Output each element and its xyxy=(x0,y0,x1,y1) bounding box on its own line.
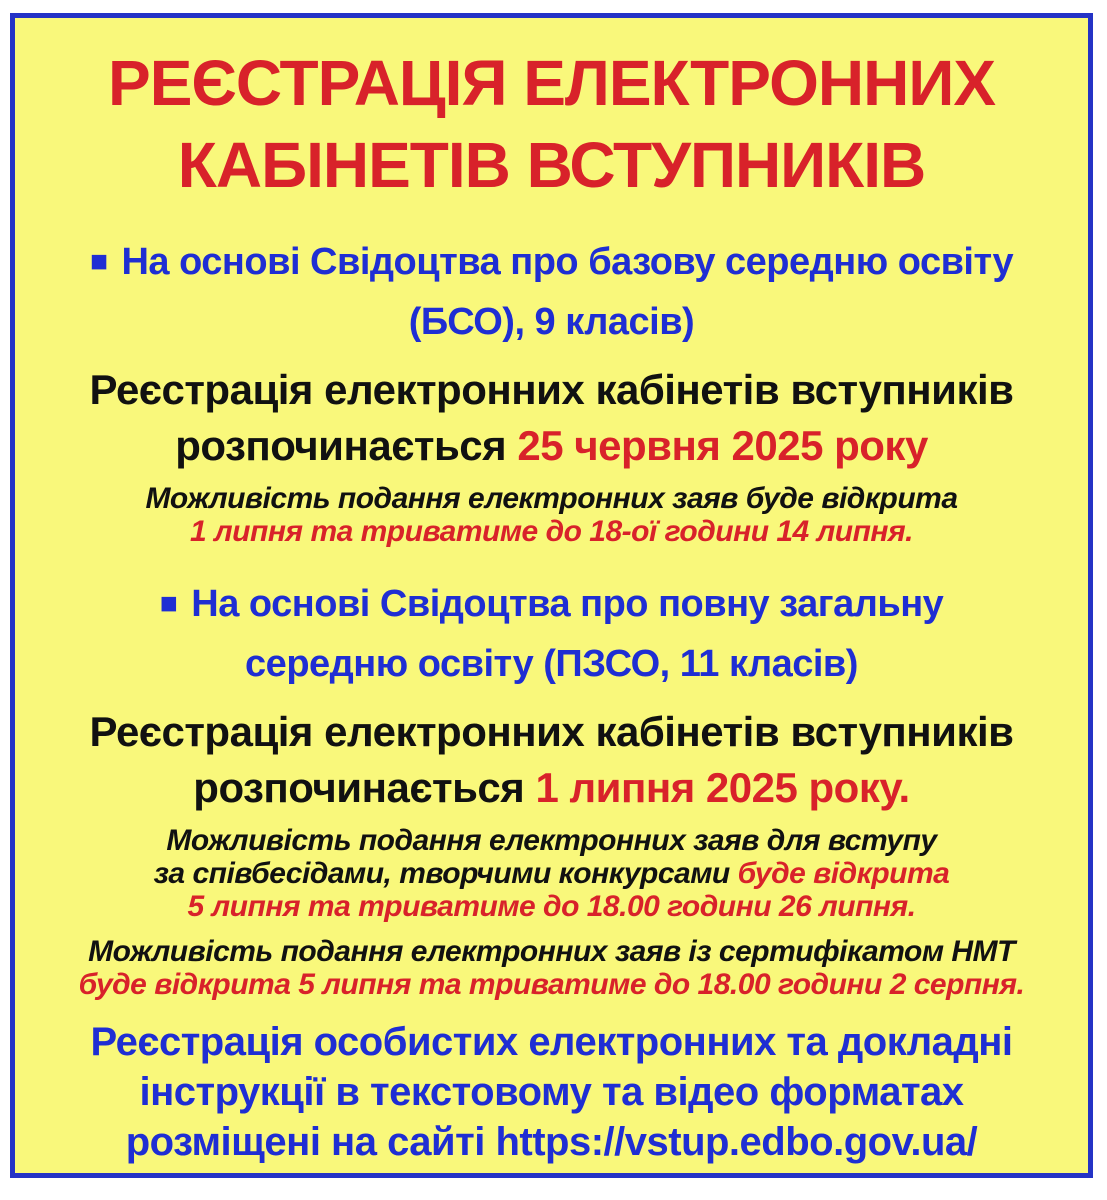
section-pzso-start-date: 1 липня 2025 року. xyxy=(535,764,910,811)
section-pzso-note1-line2 xyxy=(15,857,1088,890)
footer-line2: інструкції в текстовому та відео форматах xyxy=(139,1070,964,1114)
section-bso-note-line2: 1 липня та триватиме до 18-ої години 14 липня. xyxy=(189,515,914,548)
section-pzso-note2 xyxy=(15,935,1088,1001)
section-bso-announce-line2 xyxy=(15,418,1088,474)
section-bso-heading-text1: На основі Свідоцтва про базову середню освіту xyxy=(121,241,1014,283)
section-pzso-announce-line1: Реєстрація електронних кабінетів вступників xyxy=(89,708,1014,755)
section-bso-heading-line1 xyxy=(15,232,1088,292)
section-pzso-announce-line2 xyxy=(15,760,1088,816)
section-bso-start-date: 25 червня 2025 року xyxy=(517,422,928,469)
section-pzso-heading-text1: На основі Свідоцтва про повну загальну xyxy=(191,583,944,625)
section-bso-announcement xyxy=(15,362,1088,474)
footer-line3 xyxy=(15,1117,1088,1167)
poster-footer xyxy=(15,1017,1088,1167)
poster-title xyxy=(15,42,1088,206)
square-bullet-icon: ■ xyxy=(89,245,108,278)
section-bso-announce-black: розпочинається xyxy=(175,422,518,469)
section-pzso-announce-black: розпочинається xyxy=(193,764,536,811)
section-pzso-note2-line2: буде відкрита 5 липня та триватиме до 18.00 години 2 серпня. xyxy=(78,968,1025,1001)
square-bullet-icon: ■ xyxy=(159,587,178,620)
section-pzso-note1-line1: Можливість подання електронних заяв для вступу xyxy=(166,824,937,857)
section-pzso-note2-line1: Можливість подання електронних заяв із сертифікатом НМТ xyxy=(88,935,1015,968)
section-bso-heading xyxy=(15,232,1088,352)
poster-title-line1: РЕЄСТРАЦІЯ ЕЛЕКТРОННИХ xyxy=(108,47,995,119)
footer-line1: Реєстрація особистих електронних та докладні xyxy=(90,1020,1013,1064)
section-pzso-note1 xyxy=(15,824,1088,923)
admission-poster xyxy=(10,13,1093,1178)
section-bso-heading-line2: (БСО), 9 класів) xyxy=(408,301,695,343)
section-pzso-note1-line3: 5 липня та триватиме до 18.00 години 26 липня. xyxy=(187,890,916,923)
section-pzso-heading-line2: середню освіту (ПЗСО, 11 класів) xyxy=(245,643,858,685)
section-pzso-heading xyxy=(15,574,1088,694)
section-pzso-note1-red: буде відкрита xyxy=(737,857,950,890)
section-pzso-heading-line1 xyxy=(15,574,1088,634)
section-pzso-announcement xyxy=(15,704,1088,816)
footer-line3-prefix: розміщені на сайті xyxy=(125,1120,496,1164)
section-pzso-note1-black: за співбесідами, творчими конкурсами xyxy=(153,857,738,890)
section-bso-note xyxy=(15,482,1088,548)
registration-site-url: https://vstup.edbo.gov.ua/ xyxy=(495,1120,978,1164)
section-bso-announce-line1: Реєстрація електронних кабінетів вступників xyxy=(89,366,1014,413)
section-bso-note-line1: Можливість подання електронних заяв буде відкрита xyxy=(145,482,958,515)
poster-title-line2: КАБІНЕТІВ ВСТУПНИКІВ xyxy=(177,129,926,201)
